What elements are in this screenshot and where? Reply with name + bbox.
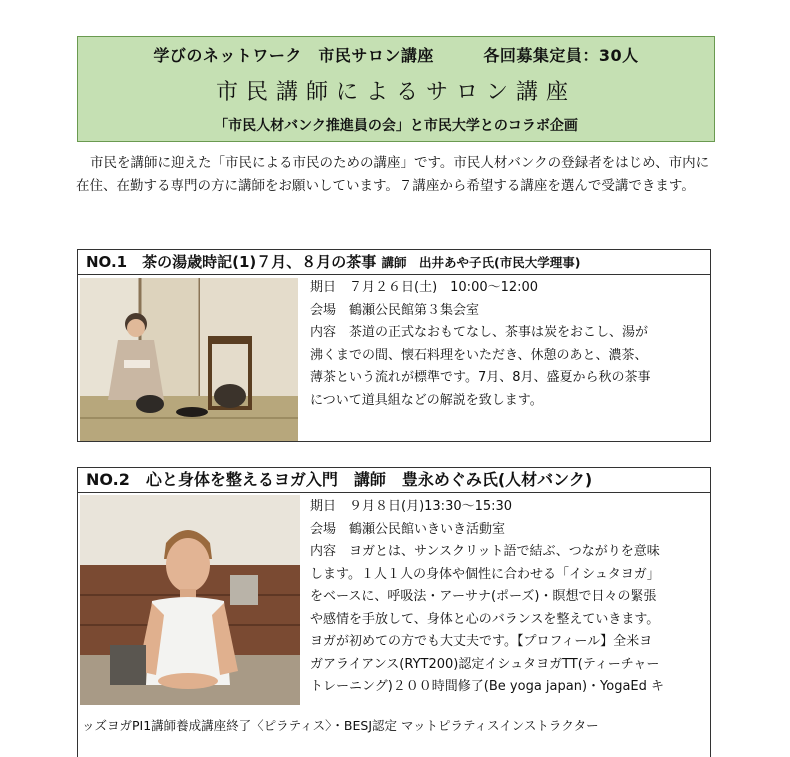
course-no2 — [77, 467, 711, 757]
course-desc-line: します。１人１人の身体や個性に合わせる「イシュタヨガ」 — [310, 566, 660, 582]
page-title: 市民講師によるサロン講座 — [215, 80, 576, 105]
course-title: NO.1 茶の湯歳時記(1)７月、８月の茶事 — [86, 253, 377, 271]
course-title-bar — [78, 250, 710, 275]
course-no1 — [77, 249, 711, 442]
course-venue: 会場 鶴瀬公民館いきいき活動室 — [310, 521, 506, 537]
course-desc-line: ヨガが初めての方でも大丈夫です。【プロフィール】全米ヨ — [310, 634, 653, 649]
intro-paragraph: 市民を講師に迎えた「市民による市民のための講座」です。市民人材バンクの登録者をはじめ、市内に在住、在勤する専門の方に講師をお願いしています。７講座から希望する講座を選んで受講できます。 — [76, 155, 710, 194]
header-banner — [77, 36, 715, 142]
course-lecturer: 講師 出井あや子氏(市民大学理事) — [381, 255, 581, 270]
course-date: 期日 ９月８日(月)13:30～15:30 — [310, 499, 513, 514]
course-desc-line: トレーニング)２００時間修了(Be yoga japan)・YogaEd キ — [310, 679, 665, 694]
course-desc-line: 薄茶という流れが標準です。7月、8月、盛夏から秋の茶事 — [310, 370, 651, 385]
course-desc-line: 内容 ヨガとは、サンスクリット語で結ぶ、つながりを意味 — [310, 544, 660, 559]
course-title-bar — [78, 468, 710, 493]
course-desc-line: について道具組などの解説を致します。 — [310, 392, 543, 408]
course-details — [310, 277, 651, 412]
collab-subtitle: 「市民人材バンク推進員の会」と市民大学とのコラボ企画 — [214, 118, 578, 134]
yoga-instructor-photo — [80, 495, 300, 705]
course-desc-line: をベースに、呼吸法・アーサナ(ポーズ)・瞑想で日々の緊張 — [310, 589, 657, 604]
course-desc-line: 沸くまでの間、懐石料理をいただき、休憩のあと、濃茶、 — [310, 347, 648, 363]
network-line: 学びのネットワーク 市民サロン講座 各回募集定員：30人 — [153, 46, 639, 65]
course-venue: 会場 鶴瀬公民館第３集会室 — [310, 302, 480, 318]
tea-ceremony-photo — [80, 278, 298, 441]
course-desc-line: 内容 茶道の正式なおもてなし、茶事は炭をおこし、湯が — [310, 325, 649, 340]
course-details — [310, 496, 664, 699]
course-desc-line: ガアライアンス(RYT200)認定イシュタヨガTT(ティーチャー — [310, 656, 660, 672]
course-title: NO.2 心と身体を整えるヨガ入門 講師 豊永めぐみ氏(人材バンク) — [86, 470, 593, 489]
course-date: 期日 ７月２６日(土) 10:00～12:00 — [310, 280, 539, 295]
course-desc-last-line: ッズヨガPI1講師養成講座終了〈ピラティス〉・BESJ認定 マットピラティスインストラクター — [82, 718, 599, 733]
course-desc-line: や感情を手放して、身体と心のバランスを整えていきます。 — [310, 611, 660, 627]
